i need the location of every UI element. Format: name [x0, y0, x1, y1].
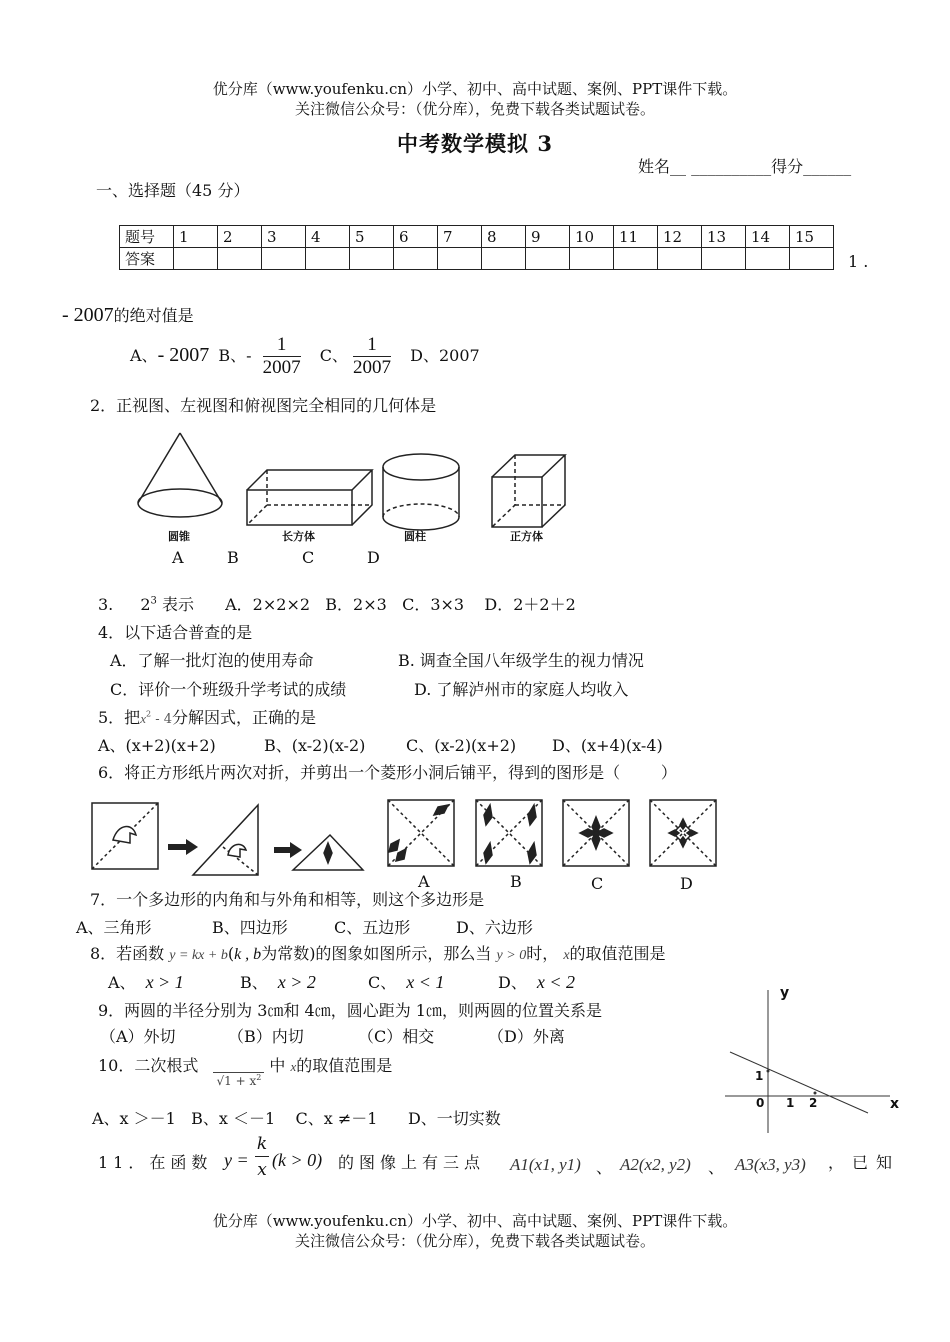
- q11-pre: 11．在函数: [98, 1153, 213, 1172]
- q10-stem: [98, 1053, 393, 1088]
- footer-line-1: 优分库（www.youfenku.cn）小学、初中、高中试题、案例、PPT课件下载。: [212, 1212, 738, 1230]
- q4-option-d: D. 了解泸州市的家庭人均收入: [414, 680, 629, 699]
- name-score-field: 姓名__ __________得分______: [638, 157, 852, 176]
- q2-letter-c: C: [302, 548, 315, 567]
- q5-option-d: D、(x+4)(x-4): [552, 736, 663, 755]
- fraction-denominator: 2007: [262, 357, 301, 378]
- table-header-cell: 答案: [120, 248, 174, 270]
- table-cell: 14: [746, 226, 790, 248]
- q8-var: x: [563, 948, 570, 963]
- table-cell: 7: [438, 226, 482, 248]
- q8-mid: 为常数)的图象如图所示，那么当: [261, 944, 492, 963]
- q5-option-c: C、(x-2)(x+2): [406, 736, 517, 755]
- q1-stem: [62, 303, 194, 327]
- answer-cell[interactable]: [218, 248, 262, 270]
- q10-radicand-exp: 2: [256, 1073, 262, 1082]
- q4-option-a: A．了解一批灯泡的使用寿命: [110, 651, 314, 670]
- q8-post: 时，: [526, 944, 559, 963]
- q1-stem-text: 的绝对值是: [113, 306, 194, 325]
- q5-expr-exp: 2: [145, 709, 152, 719]
- q8-paren: (: [227, 944, 235, 963]
- q3-options: A．2×2×2 B．2×3 C．3×3 D．2＋2＋2: [225, 595, 576, 614]
- q1-option-b-fraction: [263, 334, 301, 379]
- q7-option-b: B、四边形: [212, 918, 288, 937]
- table-cell: 13: [702, 226, 746, 248]
- q6-option-d-figure: [650, 800, 716, 866]
- q5-expr-x: x: [140, 711, 146, 726]
- header-line-2: 关注微信公众号：（优分库），免费下载各类试题试卷。: [294, 100, 655, 118]
- q3-number: 3.: [98, 595, 114, 614]
- fold-step-square: [92, 803, 158, 869]
- table-cell: 11: [614, 226, 658, 248]
- q10-radicand: 1 + x: [224, 1074, 257, 1088]
- q9-stem: 9．两圆的半径分别为 3㎝和 4㎝，圆心距为 1㎝，则两圆的位置关系是: [98, 1001, 602, 1020]
- answer-cell[interactable]: [790, 248, 834, 270]
- cuboid-figure: [247, 470, 372, 525]
- q11-post: ，已知: [828, 1153, 901, 1172]
- fold-step-triangle: [193, 805, 258, 875]
- q11-y: y =: [224, 1150, 249, 1170]
- q2-stem: 2．正视图、左视图和俯视图完全相同的几何体是: [90, 396, 437, 415]
- q2-letter-a: A: [172, 548, 184, 567]
- q8-pre: 8．若函数: [90, 944, 165, 963]
- table-header-cell: 题号: [120, 226, 174, 248]
- q10-post: 的取值范围是: [296, 1056, 393, 1075]
- q4-stem: 4．以下适合普查的是: [98, 623, 253, 642]
- q8-option-a: [108, 970, 184, 993]
- header-line-1: 优分库（www.youfenku.cn）小学、初中、高中试题、案例、PPT课件下载。: [212, 80, 738, 98]
- q6-letter-b: B: [510, 872, 522, 891]
- q5-option-a: A、(x+2)(x+2): [98, 736, 216, 755]
- q4-option-b: B. 调查全国八年级学生的视力情况: [398, 651, 644, 670]
- q1-option-c-fraction: [353, 334, 391, 379]
- q8-option-a-label: A、: [108, 973, 136, 992]
- cylinder-figure: [383, 454, 459, 530]
- answer-cell[interactable]: [746, 248, 790, 270]
- q8-function: y = kx + b: [169, 948, 228, 963]
- fraction-denominator: 2007: [353, 357, 392, 378]
- answer-cell[interactable]: [614, 248, 658, 270]
- q11-k-numerator: k: [256, 1134, 268, 1154]
- table-cell: 6: [394, 226, 438, 248]
- q9-option-c: （C）相交: [358, 1027, 435, 1046]
- q6-letter-c: C: [591, 874, 604, 893]
- table-cell: 9: [526, 226, 570, 248]
- q1-option-a-label: A、: [130, 346, 158, 365]
- q11-point-1: A1(x1, y1): [510, 1155, 581, 1174]
- q7-stem: 7．一个多边形的内角和与外角和相等，则这个多边形是: [90, 890, 485, 909]
- q11-point-2: A2(x2, y2): [620, 1155, 691, 1174]
- q8-option-b-value: x > 2: [277, 972, 316, 992]
- q8-option-c: [368, 970, 444, 993]
- answer-cell[interactable]: [394, 248, 438, 270]
- q3-base: 2: [140, 595, 151, 614]
- q3-exponent: 3: [150, 595, 157, 607]
- graph-x-label: x: [890, 1096, 900, 1112]
- q8-condition: y > 0: [496, 948, 527, 963]
- q7-option-d: D、六边形: [456, 918, 533, 937]
- q5-post: 分解因式，正确的是: [172, 708, 317, 727]
- q10-mid: 中: [269, 1056, 286, 1075]
- function-line: [730, 1052, 868, 1113]
- q11-condition: (k > 0): [272, 1150, 323, 1170]
- q7-option-a: A、三角形: [76, 918, 152, 937]
- answer-cell[interactable]: [262, 248, 306, 270]
- cube-figure: [492, 455, 565, 527]
- answer-cell[interactable]: [482, 248, 526, 270]
- fold-step-small-triangle: [293, 835, 363, 870]
- q11-fraction-bar: [255, 1156, 269, 1157]
- answer-cell[interactable]: [350, 248, 394, 270]
- graph-origin-label: 0: [756, 1096, 765, 1110]
- q6-option-c-figure: [563, 800, 629, 866]
- answer-cell[interactable]: [306, 248, 350, 270]
- table-cell: 12: [658, 226, 702, 248]
- q1-options: [130, 334, 480, 379]
- table-cell: 3: [262, 226, 306, 248]
- q3-stem: 表示: [162, 595, 195, 614]
- q2-caption-cylinder: 圆柱: [404, 530, 426, 543]
- q7-option-c: C、五边形: [334, 918, 411, 937]
- footer-line-2: 关注微信公众号：（优分库），免费下载各类试题试卷。: [294, 1232, 655, 1250]
- q6-folding-figure: [88, 795, 728, 880]
- q8-option-d-label: D、: [498, 973, 527, 992]
- q10-pre: 10．二次根式: [98, 1056, 199, 1075]
- graph-y-tick-1: 1: [755, 1069, 764, 1083]
- answer-cell[interactable]: [438, 248, 482, 270]
- q8-option-d-value: x < 2: [536, 972, 575, 992]
- table-cell: 15: [790, 226, 834, 248]
- q8-option-b: [240, 970, 316, 993]
- q8-tail: 的取值范围是: [569, 944, 666, 963]
- q1-option-b-label: B、-: [218, 346, 252, 365]
- q8-option-c-value: x < 1: [406, 972, 445, 992]
- q1-stem-value: - 2007: [62, 304, 114, 326]
- q6-stem: 6．将正方形纸片两次对折，并剪出一个菱形小洞后铺平，得到的图形是（ ）: [98, 763, 677, 782]
- q8-kb: k , b: [234, 946, 262, 963]
- q1-option-c-label: C、: [319, 346, 348, 365]
- q6-letter-d: D: [680, 874, 693, 893]
- q6-letter-a: A: [418, 872, 430, 891]
- q1-option-a-value: - 2007: [157, 344, 210, 366]
- answer-cell[interactable]: [702, 248, 746, 270]
- q5-option-b: B、(x-2)(x-2): [264, 736, 366, 755]
- q11-x-denominator: x: [257, 1160, 267, 1180]
- q8-option-d: [498, 970, 575, 993]
- table-cell: 1: [174, 226, 218, 248]
- table-cell: 10: [570, 226, 614, 248]
- answer-cell[interactable]: [658, 248, 702, 270]
- q11-sep-2: 、: [708, 1158, 725, 1177]
- q8-stem: [90, 941, 666, 964]
- q2-solids-figure: [130, 425, 570, 550]
- answer-cell[interactable]: [174, 248, 218, 270]
- q11-point-3: A3(x3, y3): [735, 1155, 806, 1174]
- table-cell: 5: [350, 226, 394, 248]
- q11-mid: 的图像上有三点: [338, 1153, 486, 1172]
- graph-x-tick-1: 1: [786, 1096, 795, 1110]
- q2-caption-cone: 圆锥: [168, 530, 190, 543]
- q9-option-a: （A）外切: [100, 1027, 176, 1046]
- q1-number: 1 .: [848, 252, 869, 271]
- q2-letter-b: B: [227, 548, 239, 567]
- table-cell: 4: [306, 226, 350, 248]
- q5-expr-rest: - 4: [151, 712, 172, 727]
- table-row: [120, 226, 834, 248]
- fraction-numerator: 1: [353, 334, 391, 357]
- q2-caption-cuboid: 长方体: [282, 530, 315, 543]
- q4-option-c: C．评价一个班级升学考试的成绩: [110, 680, 347, 699]
- q5-stem: [98, 705, 316, 728]
- answer-table: [119, 225, 834, 270]
- fraction-numerator: 1: [263, 334, 301, 357]
- table-row: [120, 248, 834, 270]
- q10-var: x: [290, 1059, 297, 1074]
- q11-sep-1: 、: [596, 1158, 613, 1177]
- page-title: 中考数学模拟 3: [397, 131, 553, 156]
- q10-options: A、x ＞－1 B、x ＜－1 C、x ≠－1 D、一切实数: [92, 1109, 501, 1128]
- cone-figure: [138, 433, 222, 517]
- q1-option-d: D、2007: [410, 346, 480, 365]
- q9-option-d: （D）外离: [488, 1027, 565, 1046]
- graph-y-label: y: [780, 985, 790, 1001]
- answer-cell[interactable]: [526, 248, 570, 270]
- table-cell: 2: [218, 226, 262, 248]
- q8-option-c-label: C、: [368, 973, 397, 992]
- q6-option-a-figure: [388, 800, 454, 866]
- answer-cell[interactable]: [570, 248, 614, 270]
- graph-x-tick-2: 2: [809, 1096, 818, 1110]
- q8-option-a-value: x > 1: [145, 972, 184, 992]
- q8-line-graph: [720, 985, 910, 1135]
- q10-radical: $√1 + x^2$: [213, 1072, 264, 1088]
- q6-option-b-figure: [476, 800, 542, 866]
- q2-letter-d: D: [367, 548, 380, 567]
- table-cell: 8: [482, 226, 526, 248]
- q8-option-b-label: B、: [240, 973, 268, 992]
- q2-caption-cube: 正方体: [510, 530, 543, 543]
- q9-option-b: （B）内切: [228, 1027, 304, 1046]
- q5-pre: 5．把: [98, 708, 141, 727]
- section-title: 一、选择题（45 分）: [96, 181, 250, 200]
- q3-line: [98, 592, 576, 615]
